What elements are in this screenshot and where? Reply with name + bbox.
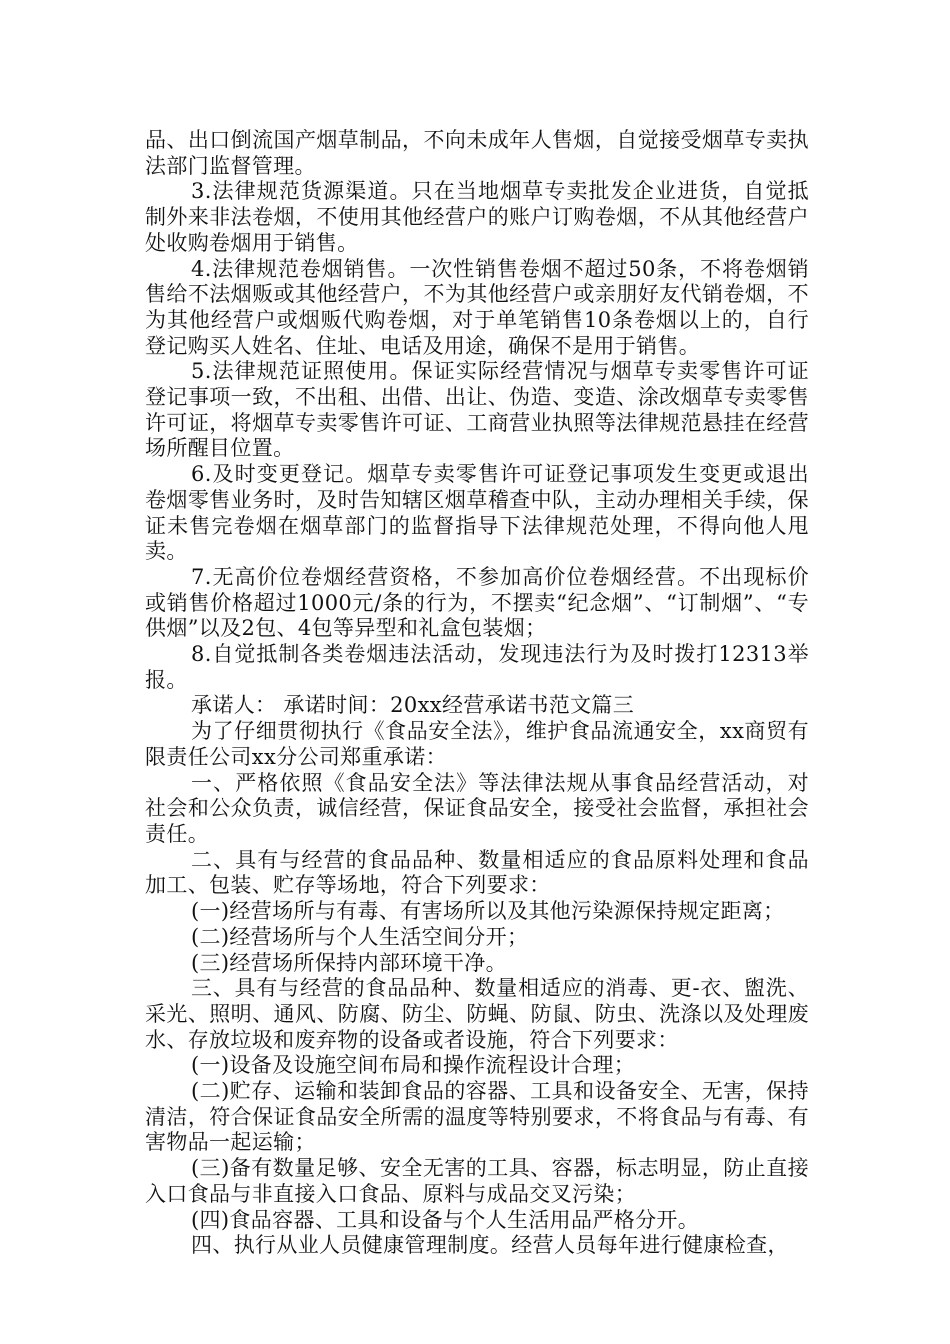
paragraph-intro: 为了仔细贯彻执行《食品安全法》，维护食品流通安全，xx商贸有限责任公司xx分公司郑重承诺： bbox=[145, 719, 809, 769]
paragraph-item-8: 8.自觉抵制各类卷烟违法活动，发现违法行为及时拨打12313举报。 bbox=[145, 642, 809, 692]
signature-line: 承诺人： 承诺时间：20xx经营承诺书范文篇三 bbox=[191, 693, 635, 718]
paragraph-section-3: 三、具有与经营的食品品种、数量相适应的消毒、更-衣、盥洗、采光、照明、通风、防腐、防尘、防蝇、防鼠、防虫、洗涤以及处理废水、存放垃圾和废弃物的设备或者设施，符合下列要求： bbox=[145, 976, 809, 1052]
paragraph-item-3: 3.法律规范货源渠道。只在当地烟草专卖批发企业进货，自觉抵制外来非法卷烟，不使用其他经营户的账户订购卷烟，不从其他经营户处收购卷烟用于销售。 bbox=[145, 179, 809, 255]
paragraph-section-2-item-2: (二)经营场所与个人生活空间分开； bbox=[191, 924, 529, 949]
paragraph-section-2-item-3: (三)经营场所保持内部环境干净。 bbox=[191, 950, 507, 975]
paragraph-section-3-item-2: (二)贮存、运输和装卸食品的容器、工具和设备安全、无害，保持清洁，符合保证食品安全所需的温度等特别要求，不将食品与有毒、有害物品一起运输； bbox=[145, 1079, 809, 1155]
document-body bbox=[145, 128, 809, 1259]
paragraph-section-3-item-4: (四)食品容器、工具和设备与个人生活用品严格分开。 bbox=[191, 1207, 700, 1232]
paragraph-section-2: 二、具有与经营的食品品种、数量相适应的食品原料处理和食品加工、包装、贮存等场地，符合下列要求： bbox=[145, 847, 809, 898]
paragraph-section-4: 四、执行从业人员健康管理制度。经营人员每年进行健康检查， bbox=[191, 1233, 789, 1258]
paragraph-item-7: 7.无高价位卷烟经营资格，不参加高价位卷烟经营。不出现标价或销售价格超过1000元/条的行为，不摆卖“纪念烟”、“订制烟”、“专供烟”以及2包、4包等异型和礼盒包装烟； bbox=[145, 564, 809, 641]
paragraph-section-2-item-1: (一)经营场所与有毒、有害场所以及其他污染源保持规定距离； bbox=[191, 899, 785, 924]
paragraph-section-3-item-3: (三)备有数量足够、安全无害的工具、容器，标志明显，防止直接入口食品与非直接入口食品、原料与成品交叉污染； bbox=[145, 1156, 809, 1206]
paragraph-continuation: 品、出口倒流国产烟草制品，不向未成年人售烟，自觉接受烟草专卖执法部门监督管理。 bbox=[145, 128, 809, 178]
paragraph-item-5: 5.法律规范证照使用。保证实际经营情况与烟草专卖零售许可证登记事项一致，不出租、出借、出让、伪造、变造、涂改烟草专卖零售许可证，将烟草专卖零售许可证、工商营业执照等法律规范悬挂在经营场所醒目位置。 bbox=[145, 359, 809, 461]
paragraph-item-4: 4.法律规范卷烟销售。一次性销售卷烟不超过50条，不将卷烟销售给不法烟贩或其他经营户，不为其他经营户或亲朋好友代销卷烟，不为其他经营户或烟贩代购卷烟，对于单笔销售10条卷烟以上的，自行登记购买人姓名、住址、电话及用途，确保不是用于销售。 bbox=[145, 256, 809, 358]
paragraph-section-3-item-1: (一)设备及设施空间布局和操作流程设计合理； bbox=[191, 1053, 636, 1078]
paragraph-item-6: 6.及时变更登记。烟草专卖零售许可证登记事项发生变更或退出卷烟零售业务时，及时告知辖区烟草稽查中队，主动办理相关手续，保证未售完卷烟在烟草部门的监督指导下法律规范处理，不得向他人甩卖。 bbox=[145, 462, 809, 564]
paragraph-section-1: 一、严格依照《食品安全法》等法律法规从事食品经营活动，对社会和公众负责，诚信经营，保证食品安全，接受社会监督，承担社会责任。 bbox=[145, 770, 809, 846]
